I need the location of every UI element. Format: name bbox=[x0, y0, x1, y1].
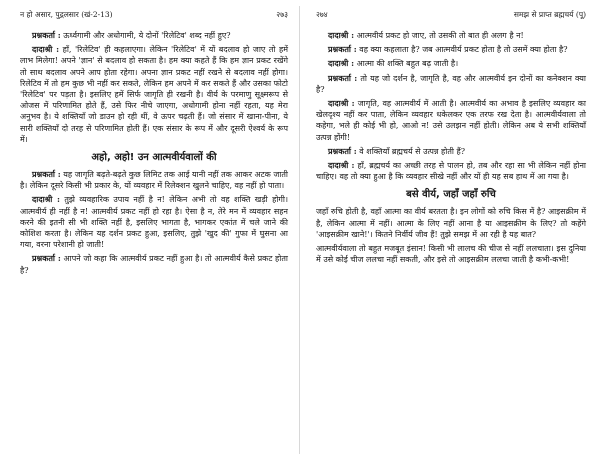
paragraph bbox=[316, 206, 586, 240]
right-page-number: २७४ bbox=[316, 10, 328, 19]
paragraph-text: वे शक्तियाँ ब्रह्मचर्य से उत्पन्न होती हैं? bbox=[356, 146, 466, 156]
paragraph-text: आत्मवीर्य प्रकट हो जाए, तो उसकी तो बात ही अलग है न! bbox=[354, 31, 524, 40]
paragraph bbox=[316, 73, 586, 95]
paragraph bbox=[20, 253, 288, 275]
speaker-label: दादाश्री : bbox=[328, 98, 355, 109]
speaker-label: दादाश्री : bbox=[328, 160, 355, 171]
left-page-header bbox=[20, 10, 288, 20]
paragraph bbox=[316, 243, 586, 265]
paragraph bbox=[316, 146, 586, 157]
paragraph bbox=[316, 58, 586, 69]
paragraph-text: आत्मा की शक्ति बहुत बढ़ जाती है। bbox=[354, 59, 459, 69]
paragraph-text: आपने जो कहा कि आत्मवीर्य प्रकट नहीं हुआ है। तो आत्मवीर्य कैसे प्रकट होता है? bbox=[20, 254, 288, 275]
paragraph bbox=[316, 98, 586, 143]
speaker-label: दादाश्री : bbox=[328, 30, 355, 40]
speaker-label: प्रश्नकर्ता : bbox=[32, 30, 61, 40]
section-heading: अहो, अहो! उन आत्मवीर्यवालों की bbox=[91, 152, 217, 164]
speaker-label: दादाश्री : bbox=[32, 44, 60, 55]
paragraph-text: यह जागृति बढ़ते-बढ़ते कुछ लिमिट तक आई यानी नहीं तक आकर अटक जाती है। लेकिन दूसरे किसी भी प्रकार के, यों व्यवहार में रिलेक्शन खुलने चाहिए, वह नहीं हो पाता। bbox=[20, 170, 288, 191]
paragraph bbox=[316, 44, 586, 55]
left-page-number: २७३ bbox=[276, 10, 288, 19]
paragraph-text: तो यह जो दर्शन है, जागृति है, वह और आत्मवीर्य इन दोनों का कनेक्शन क्या है? bbox=[316, 73, 586, 94]
right-running-title: समझ से प्राप्त ब्रह्मचर्य (पू) bbox=[513, 10, 586, 19]
paragraph-text: आत्मवीर्यवाला तो बहुत मजबूत इंसान! किसी भी लालच की चीज से नहीं ललचाता। इस दुनिया में उसे कोई चीज ललचा नहीं सकती, और इसे तो आइसक्रीम ललचा जाती है कभी-कभी! bbox=[316, 244, 586, 265]
left-page-content bbox=[20, 30, 288, 276]
speaker-label: दादाश्री : bbox=[328, 58, 355, 69]
paragraph-text: हाँ, 'रिलेटिव' ही कहलाएगा। लेकिन 'रिलेटिव' में यों बदलाव हो जाए तो हमें लाभ मिलेगा! अपने 'ज्ञान' से बदलाव हो सकता है। हम क्या कहते हैं कि हम ज्ञान प्रकट रखेंगे तो साथ बदलाव अपने आप होता रहेगा। अपना ज्ञान प्रकट नहीं रखने से बदलाव नहीं होगा। रिलेटिव में तो हम कुछ भी नहीं कर सकते, लेकिन हम अपने में कर सकते हैं और उसका फोटो 'रिलेटिव' पर पड़ता है। इसलिए हमें सिर्फ जागृति ही रखनी है। वीर्य के परमाणु सूक्ष्मरूप से ओजस में परिणामित होते हैं, उसे फिर नीचे जाएगा, अधोगामी होना नहीं रहता, यह मेरा अनुभव है। ये शक्तियाँ जो डाउन हो रही थीं, वे ऊपर चढ़ती हैं। जो संसार में खाना-पीना, ये सारी शक्तियाँ दो तरह से परिणामित होती हैं। एक संसार के रूप में और दूसरी ऐश्वर्य के रूप में। bbox=[20, 45, 288, 144]
left-running-title: न हो असार, पुद्गलसार (खं-2-13) bbox=[20, 10, 113, 19]
right-page bbox=[300, 0, 600, 460]
paragraph bbox=[316, 30, 586, 41]
paragraph-text: हाँ, ब्रह्मचर्य का अच्छी तरह से पालन हो, तब और रहा सा भी लेकिन नहीं होना चाहिए। वह तो क्या हुआ है कि व्यवहार सीखे नहीं और यों ही यह सब हाथ में आ गया है। bbox=[316, 161, 586, 182]
speaker-label: प्रश्नकर्ता : bbox=[328, 145, 357, 156]
paragraph-text: जहाँ रुचि होती है, वहाँ आत्मा का वीर्य बरतता है। इन लोगों को रुचि किस में है? आइसक्रीम में है, लेकिन आत्मा में नहीं। आत्मा के लिए नहीं आना है या आइसक्रीम के लिए? तो कहेंगे 'आइसक्रीम खाने!'। कितने निर्वीर्य जीव हैं! तुझे समझ में आ रही है यह बात? bbox=[316, 207, 586, 239]
paragraph bbox=[316, 160, 586, 182]
paragraph-text: ऊर्ध्वगामी और अधोगामी, ये दोनों 'रिलेटिव' शब्द नहीं हुए? bbox=[60, 31, 231, 40]
paragraph-text: जागृति, वह आत्मवीर्य में आती है। आत्मवीर्य का अभाव है इसलिए व्यवहार का खेलदृश्य नहीं कर पाता, लेकिन व्यवहार धकेलकर एक तरफ रख देता है। आत्मवीर्यवाला तो कहेगा, भले ही कोई भी हो, आओ न! उसे उलझन नहीं होती। लेकिन अब ये सभी शक्तियाँ उत्पन्न होंगी! bbox=[316, 99, 586, 142]
speaker-label: दादाश्री : bbox=[32, 194, 60, 205]
speaker-label: प्रश्नकर्ता : bbox=[328, 72, 358, 83]
speaker-label: प्रश्नकर्ता : bbox=[32, 169, 61, 180]
speaker-label: प्रश्नकर्ता : bbox=[328, 44, 357, 55]
speaker-label: प्रश्नकर्ता : bbox=[32, 253, 61, 264]
right-page-header bbox=[316, 10, 586, 20]
paragraph bbox=[20, 44, 288, 145]
paragraph bbox=[20, 169, 288, 191]
paragraph bbox=[20, 194, 288, 250]
right-page-content bbox=[316, 30, 586, 265]
section-heading: बसे वीर्य, जहाँ जहाँ रुचि bbox=[406, 189, 496, 201]
paragraph bbox=[20, 30, 288, 41]
paragraph-text: तुझे व्यवहारिक उपाय नहीं है न! लेकिन अभी तो वह शक्ति खड़ी होगी। आत्मवीर्य ही नहीं है न! आत्मवीर्य प्रकट नहीं हो रहा है। ऐसा है न, तेरे मन में व्यवहार सहन करने की इतनी सी भी शक्ति नहीं है, इसलिए भागता है, भागकर एकांत में चले जाने की कोशिश करता है। लेकिन यह दर्शन प्रकट हुआ, इसलिए, तुझे 'खुद की' गुफा में घुसना आ गया, वरना परेशानी हो जाती! bbox=[20, 195, 288, 250]
paragraph-text: वह क्या कहलाता है? जब आत्मवीर्य प्रकट होता है तो उसमें क्या होता है? bbox=[356, 45, 568, 55]
